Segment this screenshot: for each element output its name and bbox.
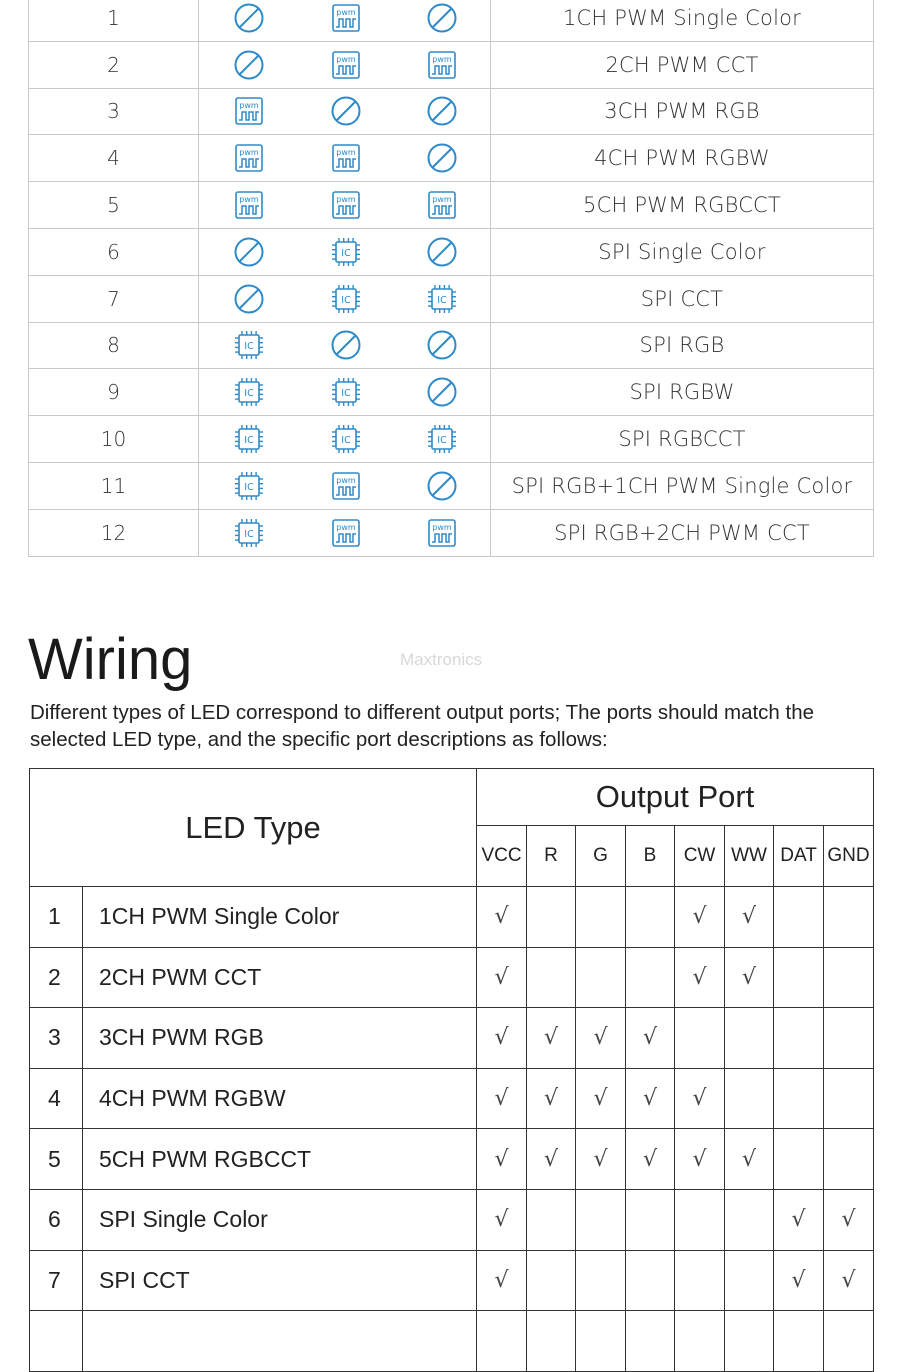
mode-icon-cell	[199, 135, 299, 182]
mode-icon-cell	[299, 135, 394, 182]
ic-chip-icon	[233, 423, 265, 455]
check-mark: √	[576, 1129, 626, 1190]
mode-number: 1	[29, 0, 199, 41]
mode-icon-cell	[394, 509, 491, 556]
check-mark: √	[477, 947, 527, 1008]
mode-icon-cell	[394, 322, 491, 369]
mode-name: 2CH PWM CCT	[491, 41, 874, 88]
mode-icon-cell	[394, 135, 491, 182]
empty-cell	[626, 1189, 675, 1250]
check-mark: √	[576, 1008, 626, 1069]
empty-cell	[527, 1311, 576, 1372]
mode-icon-cell	[299, 462, 394, 509]
svg-text:pwm: pwm	[239, 148, 259, 158]
led-type-name: 4CH PWM RGBW	[83, 1068, 477, 1129]
pwm-icon	[330, 470, 362, 502]
empty-cell	[527, 947, 576, 1008]
mode-icon-cell	[394, 275, 491, 322]
led-type-name: 2CH PWM CCT	[83, 947, 477, 1008]
mode-number: 3	[29, 88, 199, 135]
svg-text:pwm: pwm	[239, 101, 259, 111]
empty-cell	[527, 887, 576, 948]
mode-row	[29, 462, 874, 509]
empty-cell	[824, 887, 874, 948]
port-column-header: DAT	[774, 826, 824, 887]
port-row	[30, 1068, 874, 1129]
check-mark: √	[626, 1129, 675, 1190]
led-type-number: 2	[30, 947, 83, 1008]
prohibited-icon	[233, 236, 265, 268]
check-mark: √	[824, 1189, 874, 1250]
prohibited-icon	[426, 329, 458, 361]
pwm-icon	[330, 142, 362, 174]
mode-icon-cell	[394, 88, 491, 135]
prohibited-icon	[426, 470, 458, 502]
led-type-number: 6	[30, 1189, 83, 1250]
ic-chip-icon	[233, 329, 265, 361]
prohibited-icon	[426, 376, 458, 408]
port-row	[30, 1008, 874, 1069]
svg-text:pwm: pwm	[336, 7, 356, 17]
mode-name: SPI CCT	[491, 275, 874, 322]
empty-cell	[576, 1311, 626, 1372]
svg-text:IC: IC	[341, 435, 351, 447]
check-mark: √	[725, 947, 774, 1008]
empty-cell	[576, 1189, 626, 1250]
check-mark: √	[774, 1189, 824, 1250]
pwm-icon	[330, 517, 362, 549]
mode-name: SPI RGB+1CH PWM Single Color	[491, 462, 874, 509]
empty-cell	[675, 1250, 725, 1311]
empty-cell	[626, 887, 675, 948]
led-type-header: LED Type	[30, 769, 477, 887]
empty-cell	[774, 887, 824, 948]
port-row	[30, 947, 874, 1008]
pwm-icon	[330, 2, 362, 34]
mode-icon-cell	[199, 228, 299, 275]
svg-text:IC: IC	[244, 435, 254, 447]
mode-icon-cell	[394, 416, 491, 463]
pwm-icon	[426, 189, 458, 221]
wiring-title: Wiring	[28, 627, 193, 692]
check-mark: √	[774, 1250, 824, 1311]
svg-text:IC: IC	[244, 341, 254, 353]
ic-chip-icon	[330, 236, 362, 268]
svg-text:pwm: pwm	[336, 195, 356, 205]
ic-chip-icon	[330, 376, 362, 408]
check-mark: √	[675, 887, 725, 948]
ic-chip-icon	[233, 470, 265, 502]
empty-cell	[725, 1250, 774, 1311]
port-table-body	[30, 887, 874, 1372]
mode-row	[29, 509, 874, 556]
svg-text:IC: IC	[437, 435, 447, 447]
led-type-name: 3CH PWM RGB	[83, 1008, 477, 1069]
empty-cell	[824, 1311, 874, 1372]
pwm-icon	[233, 142, 265, 174]
output-port-header: Output Port	[477, 769, 874, 826]
check-mark: √	[725, 887, 774, 948]
port-column-header: B	[626, 826, 675, 887]
mode-name: 3CH PWM RGB	[491, 88, 874, 135]
led-type-name: 5CH PWM RGBCCT	[83, 1129, 477, 1190]
mode-row	[29, 88, 874, 135]
mode-icon-cell	[199, 369, 299, 416]
svg-text:IC: IC	[341, 388, 351, 400]
mode-icon-cell	[299, 182, 394, 229]
mode-icon-cell	[199, 416, 299, 463]
pwm-icon	[330, 49, 362, 81]
mode-icon-cell	[299, 416, 394, 463]
empty-cell	[576, 947, 626, 1008]
mode-number: 11	[29, 462, 199, 509]
mode-icon-cell	[394, 182, 491, 229]
check-mark: √	[477, 1068, 527, 1129]
empty-cell	[675, 1311, 725, 1372]
prohibited-icon	[233, 283, 265, 315]
wiring-description: Different types of LED correspond to different output ports; The ports should match the selected LED type, and the specific port descriptions as follows:	[30, 701, 815, 751]
mode-icon-cell	[299, 322, 394, 369]
check-mark: √	[527, 1068, 576, 1129]
mode-number: 2	[29, 41, 199, 88]
prohibited-icon	[426, 236, 458, 268]
mode-icon-cell	[299, 88, 394, 135]
port-row	[30, 1129, 874, 1190]
mode-icon-cell	[199, 462, 299, 509]
mode-name: SPI RGB+2CH PWM CCT	[491, 509, 874, 556]
watermark: Maxtronics	[400, 650, 483, 669]
mode-icon-cell	[299, 41, 394, 88]
mode-icon-cell	[199, 182, 299, 229]
check-mark: √	[477, 1008, 527, 1069]
empty-cell	[824, 1068, 874, 1129]
check-mark: √	[675, 947, 725, 1008]
mode-number: 12	[29, 509, 199, 556]
mode-row	[29, 182, 874, 229]
mode-name: SPI RGBCCT	[491, 416, 874, 463]
prohibited-icon	[330, 95, 362, 127]
led-type-number	[30, 1311, 83, 1372]
pwm-icon	[233, 95, 265, 127]
mode-row	[29, 369, 874, 416]
empty-cell	[626, 1250, 675, 1311]
mode-number: 10	[29, 416, 199, 463]
led-type-name: SPI CCT	[83, 1250, 477, 1311]
svg-text:pwm: pwm	[239, 195, 259, 205]
mode-number: 5	[29, 182, 199, 229]
check-mark: √	[725, 1129, 774, 1190]
svg-text:pwm: pwm	[432, 195, 452, 205]
check-mark: √	[824, 1250, 874, 1311]
mode-number: 7	[29, 275, 199, 322]
svg-text:IC: IC	[244, 481, 254, 493]
empty-cell	[477, 1311, 527, 1372]
port-column-header: R	[527, 826, 576, 887]
empty-cell	[725, 1068, 774, 1129]
mode-number: 8	[29, 322, 199, 369]
mode-icon-cell	[299, 369, 394, 416]
svg-text:IC: IC	[244, 528, 254, 540]
ic-chip-icon	[330, 283, 362, 315]
check-mark: √	[626, 1008, 675, 1069]
empty-cell	[774, 1129, 824, 1190]
mode-icon-cell	[199, 88, 299, 135]
mode-icon-cell	[199, 41, 299, 88]
mode-row	[29, 322, 874, 369]
svg-text:IC: IC	[341, 247, 351, 259]
port-table-header-row	[30, 769, 874, 826]
mode-number: 4	[29, 135, 199, 182]
ic-chip-icon	[426, 283, 458, 315]
mode-icon-cell	[199, 275, 299, 322]
led-mode-table-body	[29, 0, 874, 556]
svg-text:pwm: pwm	[432, 522, 452, 532]
mode-name: SPI Single Color	[491, 228, 874, 275]
empty-cell	[675, 1189, 725, 1250]
svg-text:pwm: pwm	[336, 148, 356, 158]
pwm-icon	[426, 517, 458, 549]
ic-chip-icon	[330, 423, 362, 455]
mode-icon-cell	[299, 0, 394, 41]
empty-cell	[824, 1129, 874, 1190]
mode-icon-cell	[394, 0, 491, 41]
port-column-header: GND	[824, 826, 874, 887]
mode-icon-cell	[199, 0, 299, 41]
check-mark: √	[477, 1250, 527, 1311]
svg-text:pwm: pwm	[336, 54, 356, 64]
prohibited-icon	[330, 329, 362, 361]
svg-text:pwm: pwm	[336, 475, 356, 485]
mode-name: 1CH PWM Single Color	[491, 0, 874, 41]
ic-chip-icon	[233, 517, 265, 549]
ic-chip-icon	[426, 423, 458, 455]
mode-icon-cell	[299, 509, 394, 556]
led-type-name	[83, 1311, 477, 1372]
check-mark: √	[477, 887, 527, 948]
led-type-name: 1CH PWM Single Color	[83, 887, 477, 948]
port-row	[30, 887, 874, 948]
port-row	[30, 1189, 874, 1250]
mode-name: 5CH PWM RGBCCT	[491, 182, 874, 229]
empty-cell	[824, 1008, 874, 1069]
check-mark: √	[675, 1129, 725, 1190]
empty-cell	[527, 1189, 576, 1250]
empty-cell	[675, 1008, 725, 1069]
svg-text:pwm: pwm	[432, 54, 452, 64]
port-column-header: CW	[675, 826, 725, 887]
led-type-number: 4	[30, 1068, 83, 1129]
svg-text:pwm: pwm	[336, 522, 356, 532]
mode-row	[29, 416, 874, 463]
port-column-header: WW	[725, 826, 774, 887]
output-port-table	[29, 768, 874, 1372]
mode-row	[29, 275, 874, 322]
port-row	[30, 1250, 874, 1311]
mode-row	[29, 228, 874, 275]
check-mark: √	[527, 1129, 576, 1190]
mode-icon-cell	[199, 509, 299, 556]
port-column-header: VCC	[477, 826, 527, 887]
check-mark: √	[626, 1068, 675, 1129]
pwm-icon	[330, 189, 362, 221]
empty-cell	[725, 1189, 774, 1250]
mode-name: SPI RGBW	[491, 369, 874, 416]
empty-cell	[576, 1250, 626, 1311]
prohibited-icon	[426, 142, 458, 174]
check-mark: √	[675, 1068, 725, 1129]
mode-icon-cell	[299, 228, 394, 275]
empty-cell	[725, 1008, 774, 1069]
svg-text:IC: IC	[437, 294, 447, 306]
empty-cell	[774, 1311, 824, 1372]
led-type-number: 3	[30, 1008, 83, 1069]
check-mark: √	[477, 1189, 527, 1250]
empty-cell	[725, 1311, 774, 1372]
led-mode-table	[28, 0, 874, 557]
prohibited-icon	[426, 2, 458, 34]
check-mark: √	[576, 1068, 626, 1129]
mode-icon-cell	[394, 41, 491, 88]
empty-cell	[774, 1068, 824, 1129]
mode-number: 6	[29, 228, 199, 275]
empty-cell	[774, 1008, 824, 1069]
led-type-number: 1	[30, 887, 83, 948]
mode-icon-cell	[394, 228, 491, 275]
led-type-number: 7	[30, 1250, 83, 1311]
mode-name: 4CH PWM RGBW	[491, 135, 874, 182]
pwm-icon	[426, 49, 458, 81]
empty-cell	[527, 1250, 576, 1311]
empty-cell	[626, 1311, 675, 1372]
led-type-name: SPI Single Color	[83, 1189, 477, 1250]
svg-text:IC: IC	[244, 388, 254, 400]
port-row	[30, 1311, 874, 1372]
led-type-number: 5	[30, 1129, 83, 1190]
mode-name: SPI RGB	[491, 322, 874, 369]
check-mark: √	[477, 1129, 527, 1190]
empty-cell	[774, 947, 824, 1008]
empty-cell	[824, 947, 874, 1008]
empty-cell	[626, 947, 675, 1008]
mode-icon-cell	[394, 369, 491, 416]
pwm-icon	[233, 189, 265, 221]
prohibited-icon	[426, 95, 458, 127]
mode-row	[29, 135, 874, 182]
prohibited-icon	[233, 2, 265, 34]
mode-row	[29, 41, 874, 88]
empty-cell	[576, 887, 626, 948]
mode-icon-cell	[394, 462, 491, 509]
mode-number: 9	[29, 369, 199, 416]
ic-chip-icon	[233, 376, 265, 408]
mode-row	[29, 0, 874, 41]
prohibited-icon	[233, 49, 265, 81]
port-column-header: G	[576, 826, 626, 887]
mode-icon-cell	[299, 275, 394, 322]
mode-icon-cell	[199, 322, 299, 369]
svg-text:IC: IC	[341, 294, 351, 306]
check-mark: √	[527, 1008, 576, 1069]
